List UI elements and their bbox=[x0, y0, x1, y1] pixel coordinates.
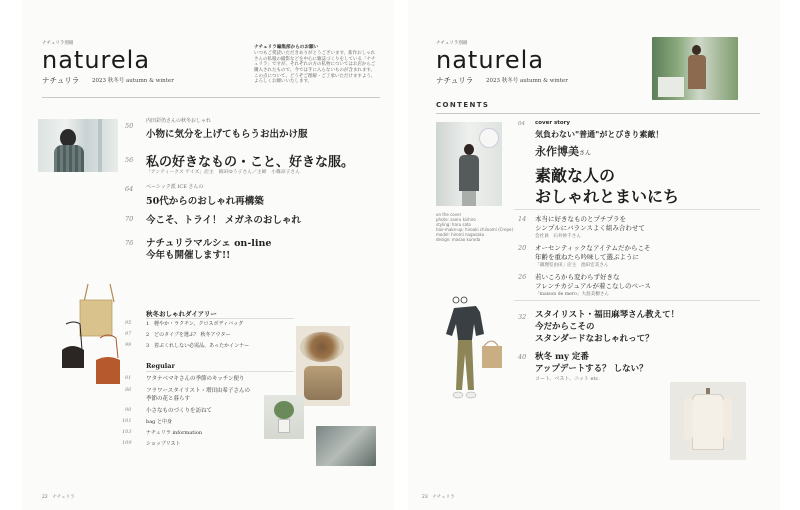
magazine-label: ナチュリラ別冊 bbox=[436, 41, 468, 46]
article-sub: コート、ベスト、ニット etc. bbox=[535, 376, 600, 382]
intro-body: いつもご愛読いただきありがとうございます。新作おしゃれさんの私服の撮影などを中心に雑誌づくりをしている「ナチュリラ」ですが、それぞれの方の私物についてはお店からご購入されたもので、今では手に入らないものが含まれます。この点について、どうぞご理解・ご了承いただけますよう、よろしくお願いいたします。 bbox=[254, 51, 376, 85]
regular-item: bag と中身 bbox=[146, 419, 172, 425]
bag-leather-image bbox=[90, 332, 126, 388]
regular-num: 109 bbox=[122, 440, 132, 446]
article-line2: 今だからこその bbox=[535, 322, 595, 332]
article-line2: アップデートする？ しない？ bbox=[535, 364, 648, 374]
article-title-line2: 今年も開催します!! bbox=[146, 250, 231, 261]
article-rule bbox=[514, 300, 760, 301]
article-num: 26 bbox=[518, 273, 527, 281]
article-line1: 本当に好きなものとプチプラを bbox=[535, 215, 626, 223]
article-line2: シンプルにバランスよく組み合わせて bbox=[535, 224, 645, 232]
cover-num: 04 bbox=[518, 121, 525, 127]
magazine-logo: naturela bbox=[436, 46, 545, 74]
page-folio: 22 ナチュリラ bbox=[42, 495, 75, 500]
diary-num: 97 bbox=[125, 331, 132, 337]
regular-num: 90 bbox=[125, 407, 132, 413]
article-num: 14 bbox=[518, 215, 527, 223]
regular-num: 103 bbox=[122, 429, 132, 435]
article-line3: スタンダードなおしゃれって？ bbox=[535, 334, 654, 344]
article-num: 40 bbox=[518, 353, 527, 361]
article-num: 64 bbox=[125, 185, 134, 193]
article-num: 56 bbox=[125, 156, 134, 164]
article-sub: 「アンティークス ゲイズ」店主 岡田ゆう子さん／主婦 小篠涼子さん bbox=[146, 170, 301, 175]
article-line1: 若いころから変わらず好きな bbox=[535, 273, 620, 281]
intro-heading: ナチュリラ編集部からのお願い bbox=[254, 45, 319, 50]
photo-food-dish bbox=[296, 326, 350, 406]
article-title: 小物に気分を上げてもらうお出かけ服 bbox=[146, 129, 308, 140]
photo-outfit-flatlay bbox=[436, 294, 510, 406]
regular-heading: Regular bbox=[146, 362, 175, 370]
diary-num: 99 bbox=[125, 342, 132, 348]
diary-heading: 秋冬おしゃれダイアリー bbox=[146, 310, 217, 318]
magazine-subtitle: ナチュリラ bbox=[42, 76, 80, 85]
article-num: 20 bbox=[518, 244, 527, 252]
issue-label: 2023 秋冬号 autumn & winter bbox=[486, 78, 568, 84]
regular-item: ワタナベマキさんの季節のキッチン便り bbox=[146, 376, 245, 382]
article-pre: 内田彩仍さんの秋冬おしゃれ bbox=[146, 118, 212, 124]
page-folio: 23 ナチュリラ bbox=[422, 495, 455, 500]
regular-item: 小さなものづくりを訪ねて bbox=[146, 408, 212, 414]
right-page bbox=[408, 0, 780, 510]
regular-num: 86 bbox=[125, 387, 132, 393]
cover-name-line bbox=[535, 140, 591, 159]
article-line1: 秋冬 my 定番 bbox=[535, 352, 589, 362]
regular-item: ナチュリラ information bbox=[146, 430, 203, 436]
contents-rule bbox=[436, 113, 760, 114]
photo-plant bbox=[264, 395, 304, 439]
article-sub: 「調理室由田」店主 池田宏美さん bbox=[535, 263, 609, 268]
feature-title-line2: おしゃれとまいにち bbox=[535, 187, 680, 206]
diary-num: 95 bbox=[125, 320, 132, 326]
regular-item: ショップリスト bbox=[146, 441, 181, 447]
article-num: 50 bbox=[125, 122, 134, 130]
magazine-subtitle: ナチュリラ bbox=[436, 76, 474, 85]
article-pre: ベーシック派 ICE さんの bbox=[146, 184, 204, 190]
cover-credits: on the cover photo: saeru kishiro styling: haru sato hair-make-up: hiroaki chiinomi (Crepe) model: hiromi nagasaku design: masao kuroda bbox=[436, 212, 513, 242]
magazine-logo: naturela bbox=[42, 46, 151, 74]
regular-item: フラワースタイリスト・増田由希子さんの bbox=[146, 388, 251, 394]
regular-rule bbox=[146, 371, 294, 372]
article-line1: オーセンティックなアイテムだからこそ bbox=[535, 244, 651, 252]
article-num: 70 bbox=[125, 215, 134, 223]
header-rule bbox=[42, 97, 380, 98]
article-line2: 年齢を重ねたら吟味して選ぶように bbox=[535, 253, 639, 261]
article-sub: 「maison de mero」大島美樹さん bbox=[535, 292, 610, 297]
article-title: 50代からのおしゃれ再構築 bbox=[146, 196, 264, 207]
diary-item: 3 着ぶくれしない必需品、あったかインナー bbox=[146, 343, 250, 349]
photo-woman-sweater bbox=[38, 119, 118, 172]
article-title: 私の好きなもの・こと、好きな服。 bbox=[146, 155, 355, 170]
article-title: 今こそ、トライ！ メガネのおしゃれ bbox=[146, 215, 301, 226]
cover-name: 永作博美 bbox=[535, 145, 579, 158]
bag-pouch-image bbox=[56, 320, 90, 372]
feature-rule bbox=[514, 209, 760, 210]
article-title: ナチュリラマルシェ on-line bbox=[146, 238, 272, 249]
photo-cardigan bbox=[670, 382, 746, 460]
article-num: 76 bbox=[125, 239, 134, 247]
diary-item: 1 軽やか・ラクチン、クロスボディバッグ bbox=[146, 321, 244, 327]
photo-woman-outdoor bbox=[652, 37, 738, 100]
article-sub: 会社員 石井紗千さん bbox=[535, 234, 581, 239]
regular-item-line2: 季節の花と暮らす bbox=[146, 396, 191, 402]
contents-label: CONTENTS bbox=[436, 101, 490, 109]
article-num: 32 bbox=[518, 313, 527, 321]
photo-craft-items bbox=[316, 426, 376, 466]
photo-cover-woman bbox=[436, 122, 502, 206]
cover-label: cover story bbox=[535, 120, 570, 126]
regular-num: 101 bbox=[122, 418, 132, 424]
article-line1: スタイリスト・福田麻琴さん教えて！ bbox=[535, 310, 680, 320]
feature-title-line1: 素敵な人の bbox=[535, 166, 616, 185]
issue-label: 2023 秋冬号 autumn & winter bbox=[92, 78, 174, 84]
cover-lead: 気負わない"普通"がとびきり素敵！ bbox=[535, 129, 664, 139]
left-page bbox=[22, 0, 394, 510]
diary-item: 2 どのタイプを選ぶ？ 秋冬アウター bbox=[146, 332, 231, 338]
article-line2: フレンチカジュアルが着こなしのベース bbox=[535, 282, 651, 290]
regular-num: 81 bbox=[125, 375, 132, 381]
magazine-label: ナチュリラ別冊 bbox=[42, 41, 74, 46]
cover-name-suffix: さん bbox=[579, 150, 592, 157]
diary-rule bbox=[146, 318, 294, 319]
